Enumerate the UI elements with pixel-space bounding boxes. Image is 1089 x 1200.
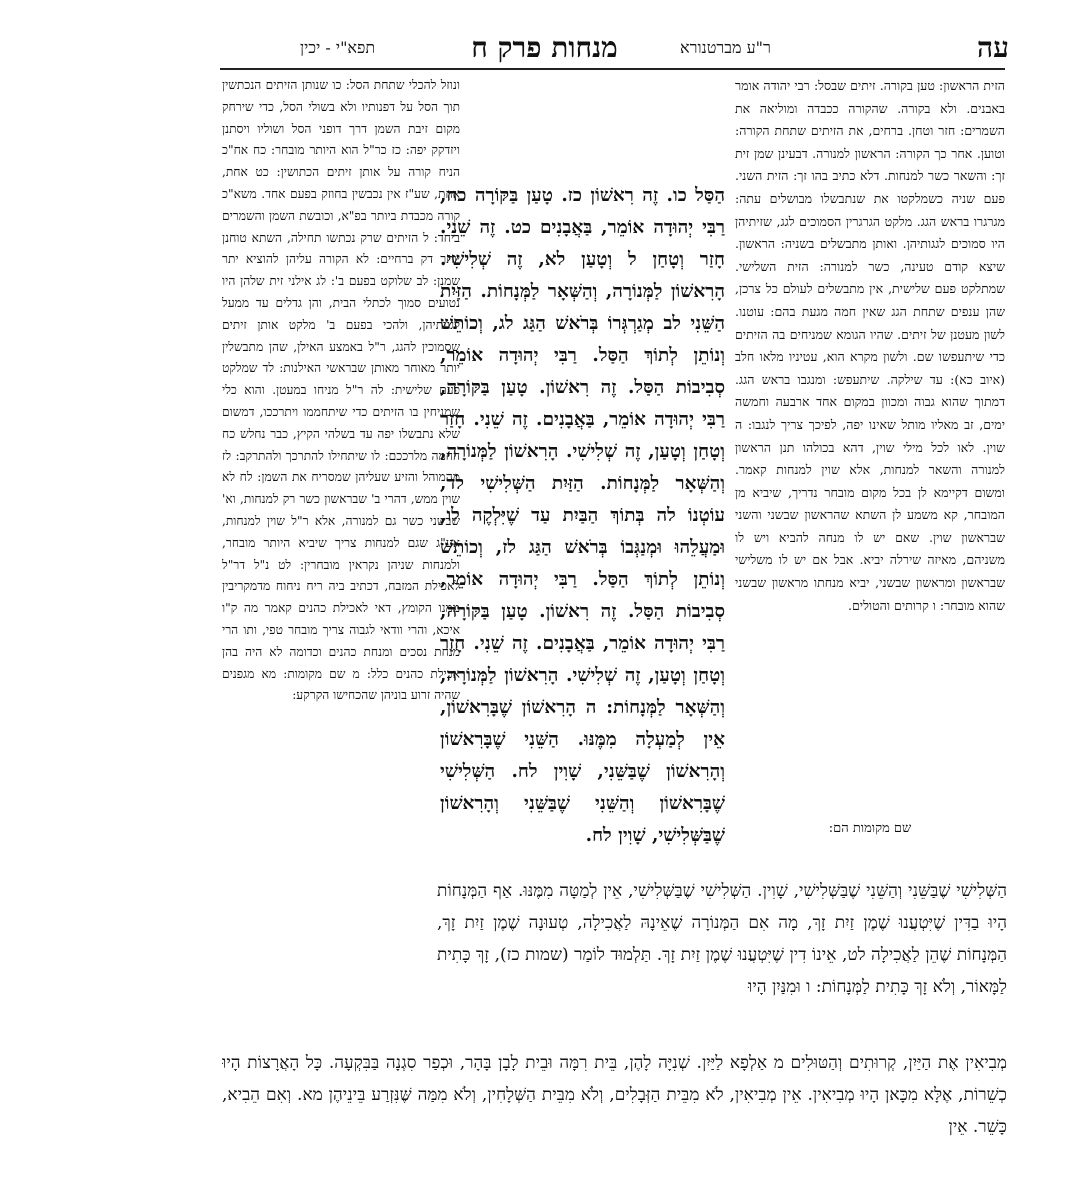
header-rule [220,68,1005,70]
commentary-left-label: תפא"י - יכין [300,38,376,57]
chapter-title: מנחות פרק ח [471,31,618,64]
mishnah-body: כו. זֶה רִאשׁוֹן כז. טָעַן בַּקּוֹרָה כח, רַבִּי יְהוּדָה אוֹמֵר, בַּאֲבָנִים כט. זֶה שֵׁנִי. חָזַר וְטָחַן ל וְטָעַן לא, זֶה שְׁלִישִׁי. הָרִאשׁוֹן לַמְּנוֹרָה, וְהַשְּׁאָר לַמְּנָחוֹת. הַזַּיִת הַשֵּׁנִי לב מְגַרְגְּרוֹ בְּרֹאשׁ הַגַּג לג, וְכוֹתֵשׁ וְנוֹתֵן לְתוֹךְ הַסַּל. רַבִּי יְהוּדָה אוֹמֵר, סְבִיבוֹת הַסַּל. זֶה רִאשׁוֹן. טָעַן בַּקּוֹרָה, רַבִּי יְהוּדָה אוֹמֵר, בַּאֲבָנִים. זֶה שֵׁנִי. חָזַר וְטָחַן וְטָעַן, זֶה שְׁלִישִׁי. הָרִאשׁוֹן לַמְּנוֹרָה, וְהַשְּׁאָר לַמְּנָחוֹת. הַזַּיִת הַשְּׁלִישִׁי לד, עוֹטְנוֹ לה בְּתוֹךְ הַבַּיִת עַד שֶׁיִּלְקֶה לו, וּמַעֲלֵהוּ וּמְנַגְּבוֹ בְּרֹאשׁ הַגַּג לז, וְכוֹתֵשׁ וְנוֹתֵן לְתוֹךְ הַסַּל. רַבִּי יְהוּדָה אוֹמֵר, סְבִיבוֹת הַסַּל. זֶה רִאשׁוֹן. טָעַן בַּקּוֹרָה, רַבִּי יְהוּדָה אוֹמֵר, בַּאֲבָנִים. זֶה שֵׁנִי. חָזַר וְטָחַן וְטָעַן, זֶה שְׁלִישִׁי. הָרִאשׁוֹן לַמְּנוֹרָה, וְהַשְּׁאָר לַמְּנָחוֹת: ה הָרִאשׁוֹן שֶׁבָּרִאשׁוֹן, אֵין לְמַעְלָה מִמֶּנּוּ. הַשֵּׁנִי שֶׁבָּרִאשׁוֹן וְהָרִאשׁוֹן שֶׁבַּשֵּׁנִי, שָׁוִין לח. הַשְּׁלִישִׁי שֶׁבָּרִאשׁוֹן וְהַשֵּׁנִי שֶׁבַּשֵּׁנִי וְהָרִאשׁוֹן שֶׁבַּשְּׁלִישִׁי, שָׁוִין לח. [440,185,725,846]
bartenura-commentary: הזית הראשון: טען בקורה. זיתים שבסל: רבי יהודה אומר באבנים. ולא בקורה. שהקורה ככבדה ומוליאה את השמרים: חזר וטחן. ברחים, את הזיתים שתחת הקורה: וטוען. אחר כך הקורה: הראשון למנורה. דבעינן שמן זית זך: והשאר כשר למנחות. דלא כתיב בהו זך: הזית השני. פעם שניה כשמלקטו את שנתבשלו מבושלים עתה: מגרגרו בראש הגג. מלקט הגרגרין הסמוכים לגג, שזיתיהן היו סמוכים לגגותיהן. ואותן מתבשלים בשניה: הראשון. שיצא קודם טעינה, כשר למנורה: הזית השלישי. שמתלקט פעם שלישית, אין מתבשלים לעולם כל צרכן, שהן ענפים שתחת הגג שאין חמה מגעת בהם: עוטנו. לשון מעטנן של זיתים. שהיו הגומא שמניחים בה הזיתים כדי שיתעפשו שם. ולשון מקרא הוא, עטיניו מלאו חלב (איוב כא): עד שילקה. שיתעפש: ומנגבו בראש הגג. דמתוך שהוא גבוה ומכוון במקום אחד ארבעה וחמשה ימים, זב מאליו מותל שאינו יפה, לפיכך צריך לנגבו: ה שוין. לאו לכל מילי שוין, דהא בכולהו תנן הראשון למנורה והשאר למנחות, אלא שוין למנחות קאמר. ומשום דקיימא לן בכל מקום מובחר נדריך, שיביא מן המובחר, קא משמע לן השתא שהראשון שבשני והשני שבראשון שוין. שאם יש לו מנחה להביא ויש לו משניהם, מאיזה שירלה יביא. אבל אם יש לו משלישי שבראשון ומראשון שבשני, יביא מנחתו מראשון שבשני שהוא מובחר: ו קרותים והטולים. [735,78,1005,613]
sources-line: שם מקומות הם: [828,821,912,836]
mishnah-continuation-full: מְבִיאִין אֶת הַיַּיִן, קְרוּתִים וְהַטּוּלִים מ אַלְפָא לַיַּיִן. שְׁנִיָּה לָהֶן, בֵּית רִמָּה וּבֵית לָבָן בָּהָר, וּכְפַר סִגְנָה בַּבִּקְעָה. כָּל הָאֲרָצוֹת הָיוּ כְשֵׁרוֹת, אֶלָּא מִכָּאן הָיוּ מְבִיאִין. אֵין מְבִיאִין, לֹא מִבֵּית הַזְּבָלִים, וְלֹא מִבֵּית הַשְּׁלָחִין, וְלֹא מִמַּה שֶּׁנִּזְרַע בֵּינֵיהֶן מא. וְאִם הֵבִיא, כָּשֵׁר. אֵין [222,1053,1007,1137]
mishnah-text [440,180,725,880]
mishnah-lead-word: הַסַּל [695,185,725,206]
page-number: עה [977,31,1009,64]
mishnah-continuation: הַשְּׁלִישִׁי שֶׁבַּשֵּׁנִי וְהַשֵּׁנִי שֶׁבַּשְּׁלִישִׁי, שָׁוִין. הַשְּׁלִישִׁי שֶׁבַּשְּׁלִישִׁי, אֵין לְמַטָּה מִמֶּנּוּ. אַף הַמְּנָחוֹת הָיוּ בַדִּין שֶׁיִּטְעֲנוּ שֶׁמֶן זַיִת זָךְ, מָה אִם הַמְּנוֹרָה שֶׁאֵינָהּ לַאֲכִילָה, טְעוּנָה שֶׁמֶן זַיִת זָךְ, הַמְּנָחוֹת שֶׁהֵן לַאֲכִילָה לט, אֵינוֹ דִין שֶׁיִּטְעֲנוּ שֶׁמֶן זַיִת זָךְ. תַּלְמוּד לוֹמַר (שמות כז), זָךְ כָּתִית לַמָּאוֹר, וְלֹא זָךְ כָּתִית לַמְּנָחוֹת: ו וּמִנַּיִן הָיוּ [437,881,1007,997]
commentary-right-label: ר"ע מברטנורא [680,38,771,57]
tosfot-yom-tov-commentary: ונוזל להכלי שתחת הסל: כו שנותן הזיתים הנכתשין תוך הסל על דפנותיו ולא בשולי הסל, כדי שירחק מקום זיבת השמן דרך דופני הסל ושוליו ויסתנן ויזדקק יפה: כז כר"ל הוא היותר מובחר: כח אח"כ הניח קורה על אותן זיתים הכתושין: כט אחת, אחת, שע"ז אין נכבשין בחוזק בפעם אחד. משא"כ קורה מכבדת ביותר בפ"א, וכובשת השמן והשמרים ביחד: ל הזיתים שרק נכתשו תחילה, השתא טוחנן יותר דק ברחיים: לא הקורה עליהן להוציא יתר שמנן: לב שלוקט בפעם ב': לג אילני זית שלהן היו נטועים סמוך לכתלי הבית, והן גדלים עד ממעל לגגותיהן, ולהכי בפעם ב' מלקט אותן זיתים שסמוכין להגג, ר"ל באמצע האילן, שהן מתבשלין יותר מאוחר מאותן שבראשי האילנות: לד שמלקט פעם שלישית: לה ר"ל מניחו במעטן. והוא כלי שמניחין בו הזיתים כדי שיתחממו ויתרככו, דמשום שלא נתבשלו יפה עד בשלהי הקיץ, כבר נחלש כח החמה מלרככם: לו שיתחילו להתרכך ולהתרקב: לז מהמוהל והזיע שעליהן שמסריח את השמן: לח לא שוין ממש, דהרי ב' שבראשון כשר רק למנחות, וא' שבשני כשר גם למנורה, אלא ר"ל שוין למנחות, אע"ג שגם למנחות צריך שיביא היותר מובחר, ולמנחות שניהן נקראין מובחרין: לט נ"ל דר"ל לאכילת המזבח, דכתיב ביה ריח ניחוח מדמקריבין ממנו הקומץ, דאי לאכילת כהנים קאמר מה ק"ו איכא, והרי וודאי לגבוה צריך מובחר טפי, ותו הרי מנחת נסכים ומנחת כהנים וכדומה לא היה בהן אכילת כהנים כלל: מ שם מקומות: מא מגפנים שהיה זרוע בוניהן שהכחישו הקרקע: [222,78,460,703]
